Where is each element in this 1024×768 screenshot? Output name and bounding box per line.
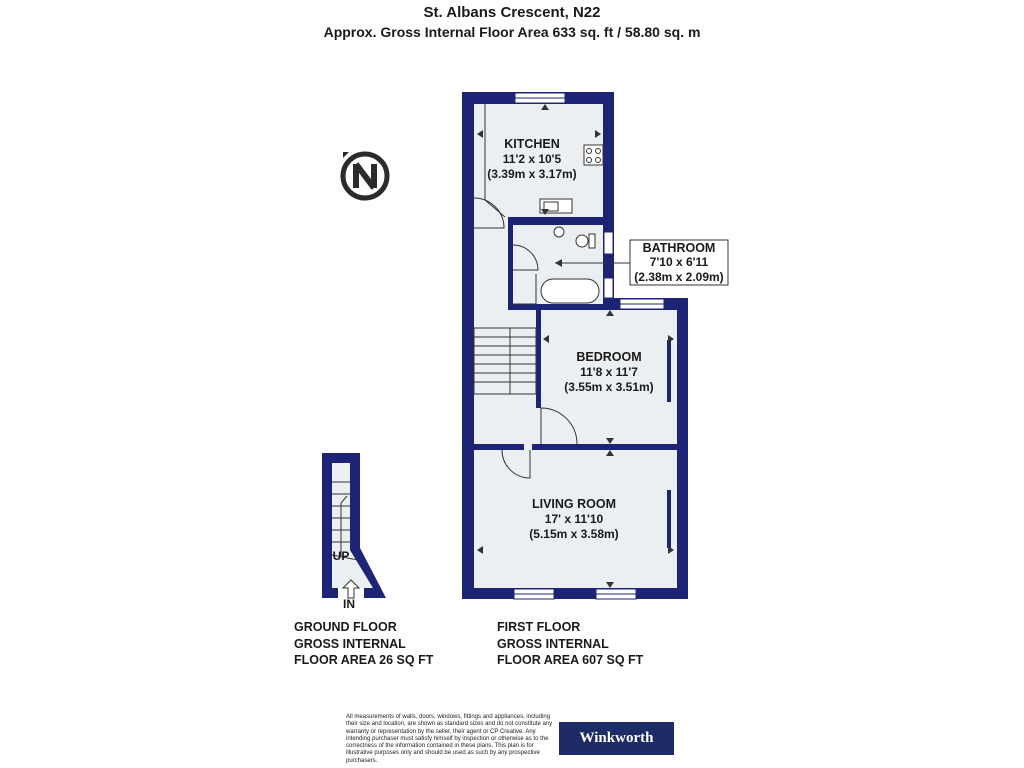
bedroom-metric: (3.55m x 3.51m) (564, 380, 654, 394)
entrance-label: IN (343, 597, 355, 611)
kitchen-imperial: 11'2 x 10'5 (502, 152, 562, 166)
first-floor-line3: FLOOR AREA 607 SQ FT (497, 653, 644, 667)
bedroom-imperial: 11'8 x 11'7 (580, 365, 638, 379)
logo-text: Winkworth (579, 730, 654, 746)
bathroom-name: BATHROOM (642, 241, 716, 255)
bedroom-living-wall-2 (532, 444, 677, 450)
disclaimer-text: All measurements of walls, doors, windows, fittings and appliances, including their size and location, are shown as standard sizes and do not constitute any warranty or representation by the seller, their agent or CP Creative. Any intending purchaser must satisfy himself by inspection or otherwise as to the correctness of the information contained in these plans. This plan is for illustrative purposes only and should be used as such by any prospective purchasers. (346, 714, 553, 764)
kitchen-bath-wall (508, 217, 614, 225)
north-arrow-icon (343, 152, 387, 198)
ground-floor-line1: GROUND FLOOR (294, 620, 397, 634)
bathroom-imperial: 7'10 x 6'11 (649, 255, 709, 269)
bath-bedroom-wall (508, 304, 614, 310)
plan-title: St. Albans Crescent, N22 (423, 4, 601, 21)
kitchen-metric: (3.39m x 3.17m) (487, 167, 577, 181)
bathroom-metric: (2.38m x 2.09m) (634, 270, 724, 284)
first-floor-label (497, 619, 643, 669)
living-room-name: LIVING ROOM (531, 497, 617, 511)
first-floor-plan (462, 92, 728, 599)
ground-floor-label (294, 619, 433, 669)
bath-left-wall (508, 217, 513, 309)
plan-subtitle: Approx. Gross Internal Floor Area 633 sq. ft / 58.80 sq. m (323, 24, 701, 40)
bedroom-left-wall (536, 304, 541, 408)
bedroom-name: BEDROOM (576, 350, 642, 364)
ground-floor-line3: FLOOR AREA 26 SQ FT (294, 653, 434, 667)
radiator (667, 490, 671, 548)
ground-floor-plan (322, 453, 386, 611)
kitchen-name: KITCHEN (504, 137, 560, 151)
stairs-up-label: UP (332, 549, 350, 563)
winkworth-logo (559, 722, 674, 755)
ground-floor-line2: GROSS INTERNAL (294, 636, 406, 651)
radiator (667, 340, 671, 402)
first-floor-line1: FIRST FLOOR (497, 620, 581, 634)
first-floor-line2: GROSS INTERNAL (497, 636, 609, 651)
living-room-metric: (5.15m x 3.58m) (529, 527, 619, 541)
living-room-imperial: 17' x 11'10 (544, 512, 604, 526)
bedroom-living-wall (474, 444, 524, 450)
